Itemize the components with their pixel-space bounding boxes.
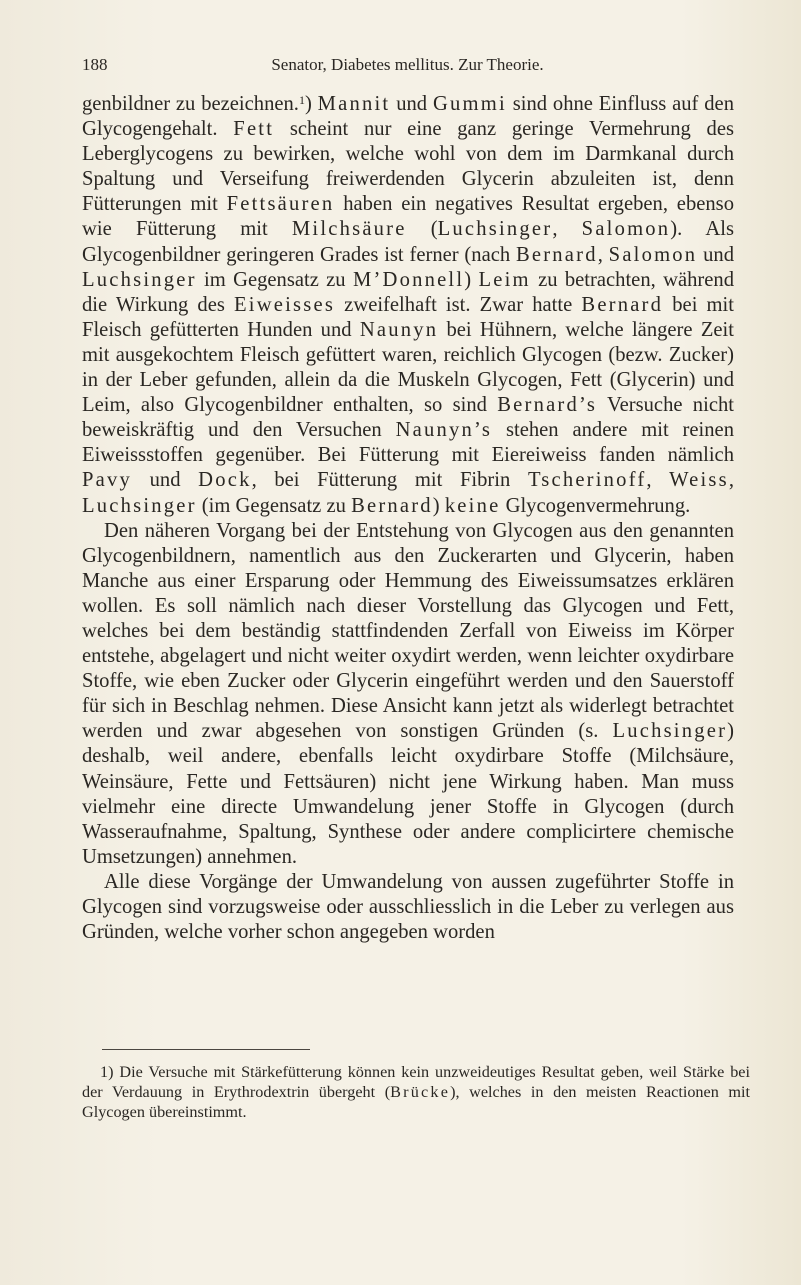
page-number: 188: [82, 55, 108, 74]
author-name: Bernard: [515, 243, 598, 266]
author-name: Tscherinoff: [527, 469, 647, 492]
footnote: 1) Die Versuche mit Stärkefütterung können kein unzweideutiges Resultat geben, weil Stärke bei der Verdauung in Erythrodextrin übergeht (Brücke), welches in den meisten Reactionen mit Glycogen übereinstimmt.: [82, 1063, 750, 1121]
author-name: M’Donnell: [352, 268, 465, 291]
footnote-marker: 1): [100, 1063, 114, 1081]
author-name: Bernard: [351, 494, 433, 517]
author-name: Salomon: [581, 218, 671, 241]
emphasis: Eiweisses: [234, 293, 336, 316]
author-name: Luchsinger: [612, 720, 728, 743]
footnote-divider: [102, 1049, 310, 1050]
footnote-ref: 1: [298, 93, 305, 107]
emphasis: Fettsäuren: [226, 193, 335, 216]
paragraph-1: genbildner zu bezeichnen.$^1$) Mannit und Gummi sind ohne Einfluss auf den Glycogengehalt. Fett scheint nur eine ganz geringe Vermehrung des Leberglycogens zu bewirken, welche wohl von dem im Darmkanal durch Spaltung und Verseifung freiwerdenden Glycerin abzuleiten ist, denn Fütterungen mit Fettsäuren haben ein negatives Resultat ergeben, ebenso wie Fütterung mit Milchsäure (Luchsinger, Salomon). Als Glycogenbildner geringeren Grades ist ferner (nach Bernard, Salomon und Luchsinger im Gegensatz zu M’Donnell) Leim zu betrachten, während die Wirkung des Eiweisses zweifelhaft ist. Zwar hatte Bernard bei mit Fleisch gefütterten Hunden und Naunyn bei Hühnern, welche längere Zeit mit ausgekochtem Fleisch gefüttert waren, reichlich Glycogen (bezw. Zucker) in der Leber gefunden, allein da die Muskeln Glycogen, Fett (Glycerin) und Leim, also Glycogenbildner enthalten, so sind Bernard’s Versuche nicht beweiskräftig und den Versuchen Naunyn’s stehen andere mit reinen Eiweissstoffen gegenüber. Bei Fütterung mit Eiereiweiss fanden nämlich Pavy und Dock, bei Fütterung mit Fibrin Tscherinoff, Weiss, Luchsinger (im Gegensatz zu Bernard) keine Glycogenvermehrung.: [82, 93, 735, 517]
author-name: Luchsinger: [437, 218, 553, 241]
emphasis: Fett: [233, 118, 275, 141]
author-name: Bernard’s: [497, 394, 598, 417]
author-name: Luchsinger: [82, 268, 197, 291]
running-title: Senator, Diabetes mellitus. Zur Theorie.: [271, 55, 544, 74]
body-text: [82, 92, 734, 945]
author-name: Salomon: [608, 243, 698, 266]
paragraph-3: Alle diese Vorgänge der Umwandelung von aussen zugeführter Stoffe in Glycogen sind vorzugsweise oder ausschliesslich in die Leber zu verlegen aus Gründen, welche vorher schon angegeben worden: [82, 870, 734, 944]
author-name: Naunyn: [359, 318, 439, 341]
emphasis: Gummi: [432, 93, 507, 115]
author-name: Bernard: [581, 293, 664, 316]
emphasis: Mannit: [317, 93, 391, 115]
author-name: Pavy: [82, 469, 132, 492]
author-name: Dock: [198, 469, 252, 492]
author-name: Brücke: [390, 1083, 451, 1101]
emphasis: keine: [444, 494, 501, 517]
author-name: Luchsinger: [82, 494, 197, 517]
author-name: Naunyn’s: [395, 419, 493, 442]
emphasis: Milchsäure: [291, 218, 407, 241]
paragraph-2: Den näheren Vorgang bei der Entstehung von Glycogen aus den genannten Glycogenbildnern, namentlich aus den Zuckerarten und Glycerin, haben Manche aus einer Ersparung oder Hemmung des Eiweissumsatzes erklären wollen. Es soll nämlich nach dieser Vorstellung das Glycogen und Fett, welches bei dem beständig stattfindenden Zerfall von Eiweiss im Körper entstehe, abgelagert und nicht weiter oxydirt werden, wenn leichter oxydirbare Stoffe, wie eben Zucker oder Glycerin eingeführt werden und den Sauerstoff für sich in Beschlag nehmen. Diese Ansicht kann jetzt als widerlegt betrachtet werden und zwar abgesehen von sonstigen Gründen (s. Luchsinger) deshalb, weil andere, ebenfalls leicht oxydirbare Stoffe (Milchsäure, Weinsäure, Fette und Fettsäuren) nicht jene Wirkung haben. Man muss vielmehr eine directe Umwandelung jener Stoffe in Glycogen (durch Wasseraufnahme, Spaltung, Synthese oder andere complicirtere chemische Umsetzungen) annehmen.: [82, 519, 734, 868]
page-header: [82, 55, 733, 79]
emphasis: Leim: [478, 268, 531, 291]
author-name: Weiss: [669, 469, 729, 492]
